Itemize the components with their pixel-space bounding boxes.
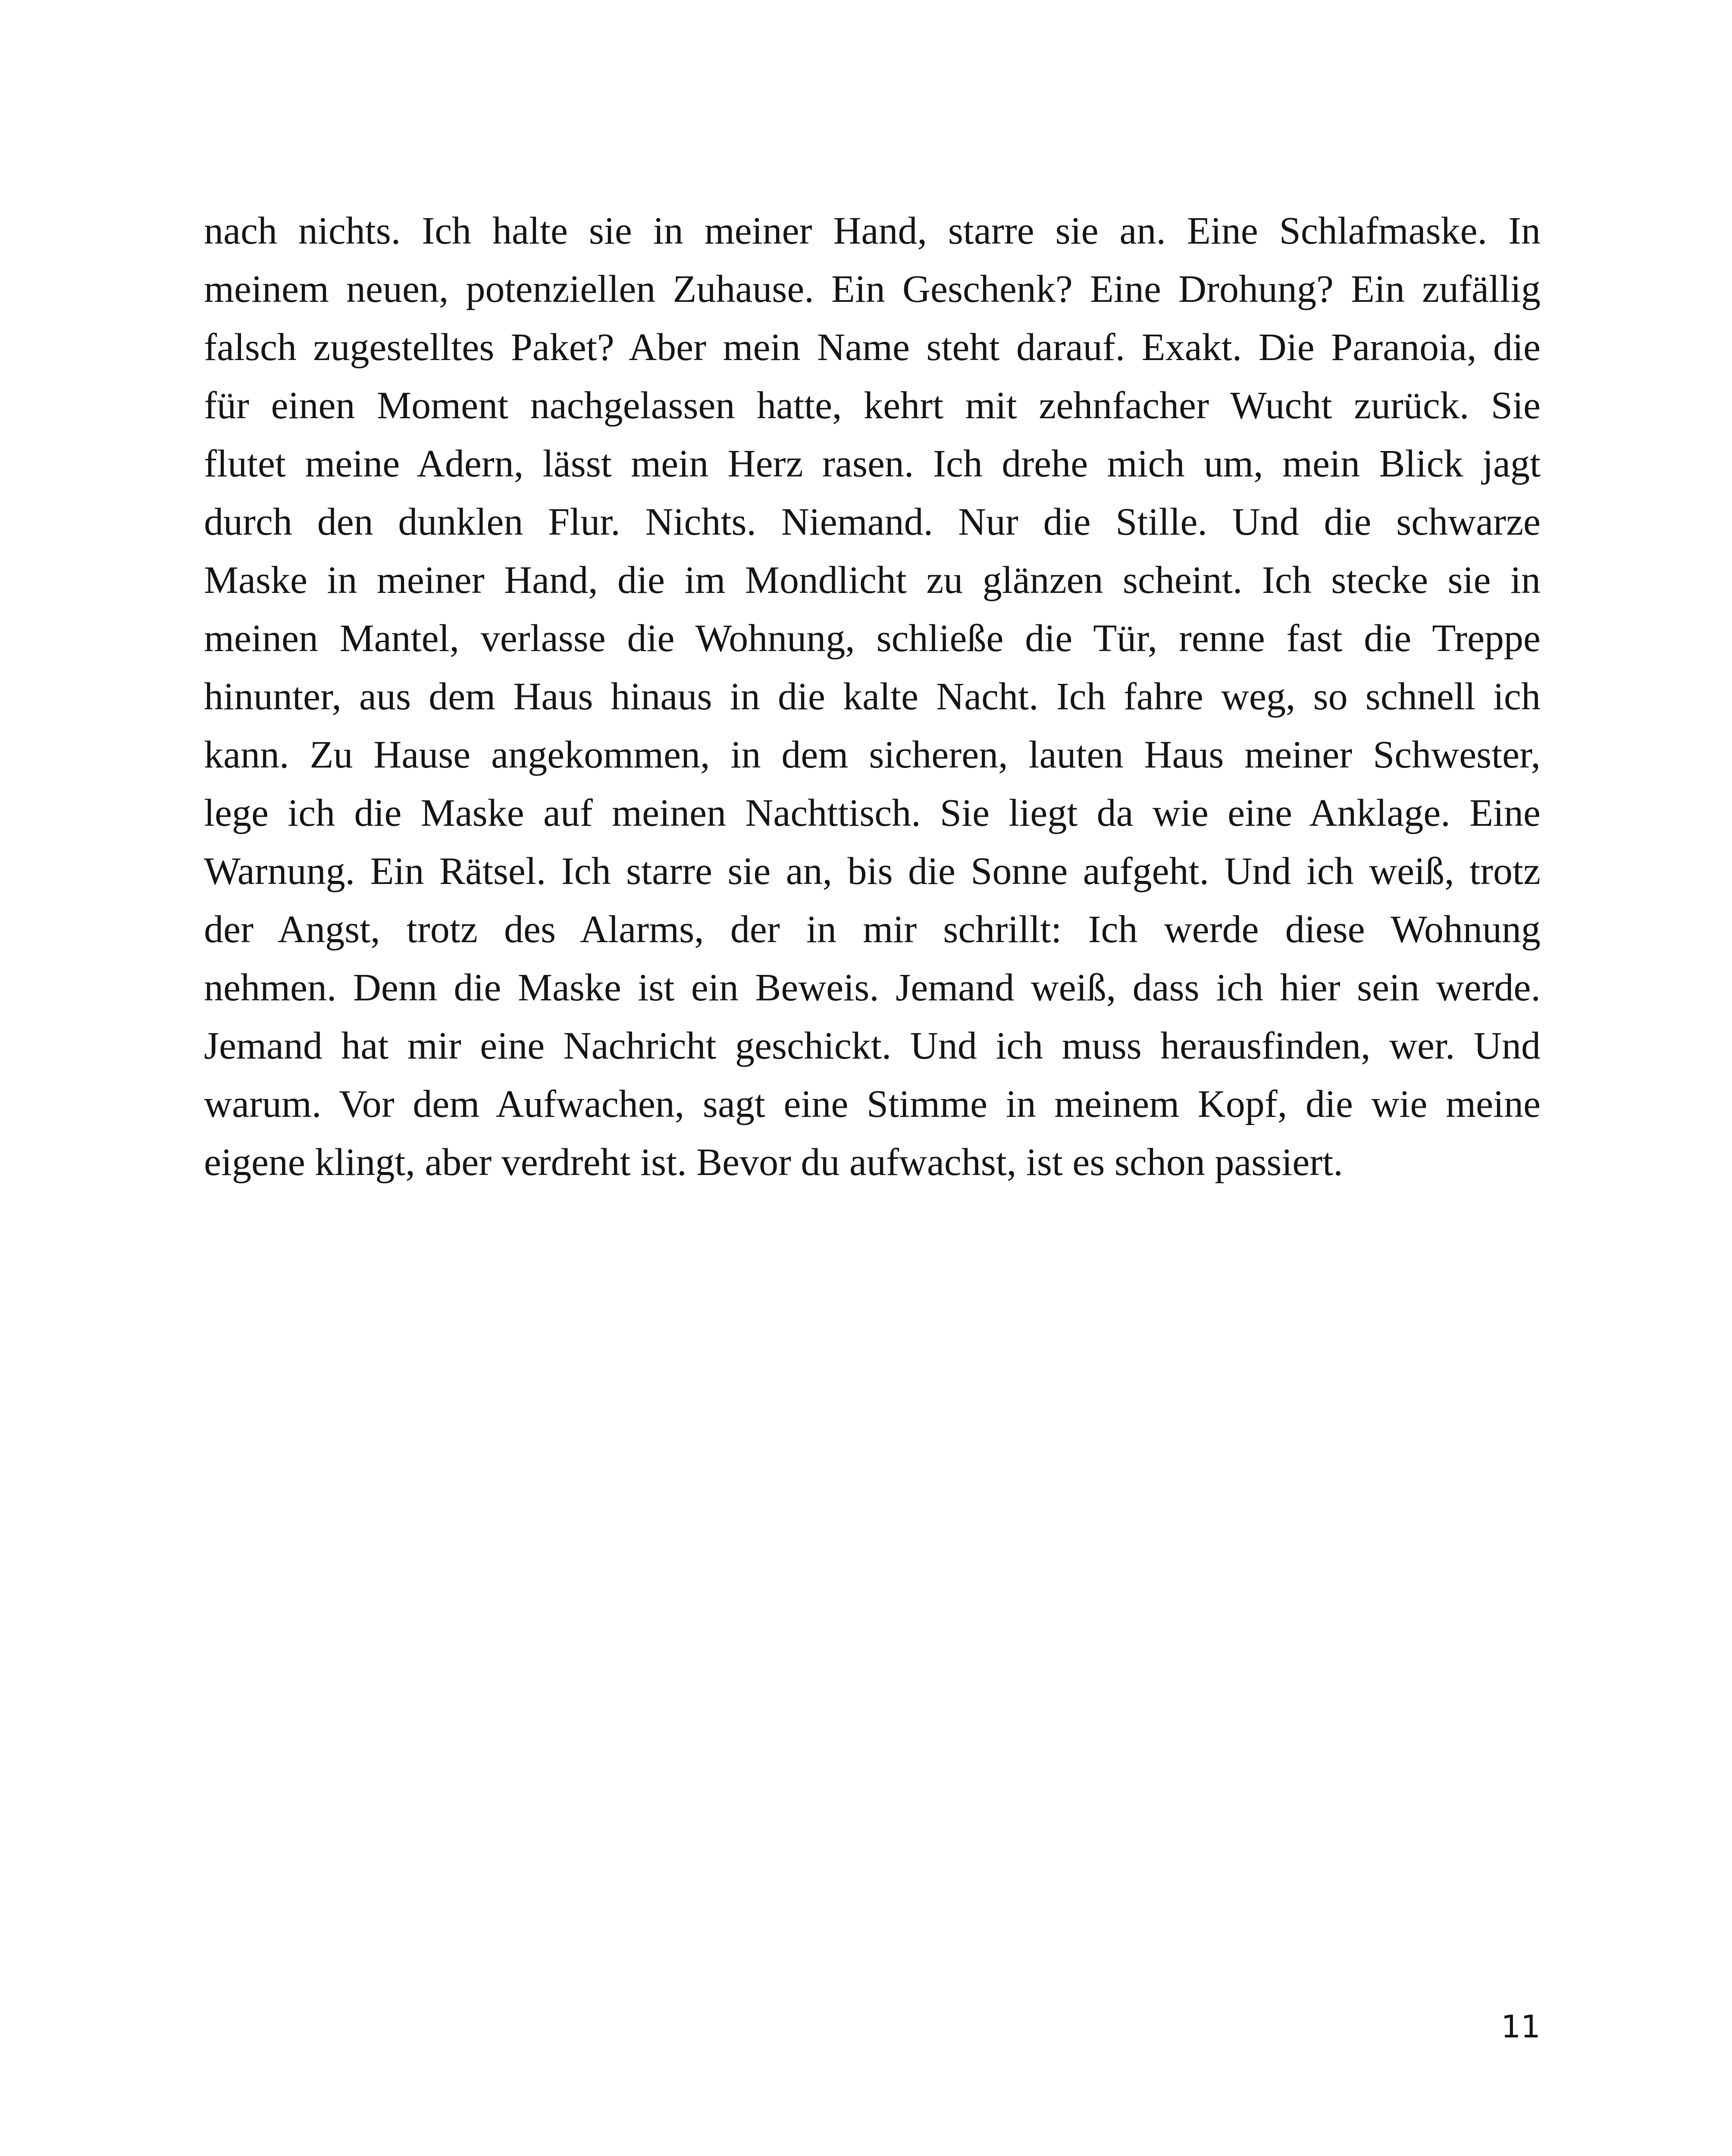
text-line: hinunter, aus dem Haus hinaus in die kalte Nacht. Ich fahre weg, so schnell ich (204, 675, 1541, 718)
text-line: warum. Vor dem Aufwachen, sagt eine Stimme in meinem Kopf, die wie meine (204, 1083, 1541, 1125)
text-line-last: eigene klingt, aber verdreht ist. Bevor du aufwachst, ist es schon passiert. (204, 1141, 1343, 1184)
text-line: meinen Mantel, verlasse die Wohnung, schließe die Tür, renne fast die Treppe (204, 617, 1541, 660)
text-line: der Angst, trotz des Alarms, der in mir schrillt: Ich werde diese Wohnung (204, 908, 1541, 951)
text-line: Maske in meiner Hand, die im Mondlicht zu glänzen scheint. Ich stecke sie in (204, 559, 1541, 602)
text-line: Jemand hat mir eine Nachricht geschickt. Und ich muss herausfinden, wer. Und (204, 1025, 1541, 1067)
text-line: Warnung. Ein Rätsel. Ich starre sie an, bis die Sonne aufgeht. Und ich weiß, trotz (204, 850, 1541, 893)
text-line: falsch zugestelltes Paket? Aber mein Name steht darauf. Exakt. Die Paranoia, die (204, 326, 1541, 369)
text-line: durch den dunklen Flur. Nichts. Niemand. Nur die Stille. Und die schwarze (204, 501, 1541, 543)
text-line: flutet meine Adern, lässt mein Herz rasen. Ich drehe mich um, mein Blick jagt (204, 442, 1541, 485)
text-line: für einen Moment nachgelassen hatte, kehrt mit zehnfacher Wucht zurück. Sie (204, 384, 1541, 427)
text-line: meinem neuen, potenziellen Zuhause. Ein Geschenk? Eine Drohung? Ein zufällig (204, 268, 1541, 310)
text-line: nehmen. Denn die Maske ist ein Beweis. Jemand weiß, dass ich hier sein werde. (204, 966, 1541, 1009)
text-line: nach nichts. Ich halte sie in meiner Hand, starre sie an. Eine Schlafmaske. In (204, 210, 1541, 252)
text-line: lege ich die Maske auf meinen Nachttisch. Sie liegt da wie eine Anklage. Eine (204, 792, 1541, 834)
text-line: kann. Zu Hause angekommen, in dem sicheren, lauten Haus meiner Schwester, (204, 733, 1541, 776)
page-number: 11 (1501, 2009, 1541, 2045)
body-paragraph (204, 202, 1541, 1191)
